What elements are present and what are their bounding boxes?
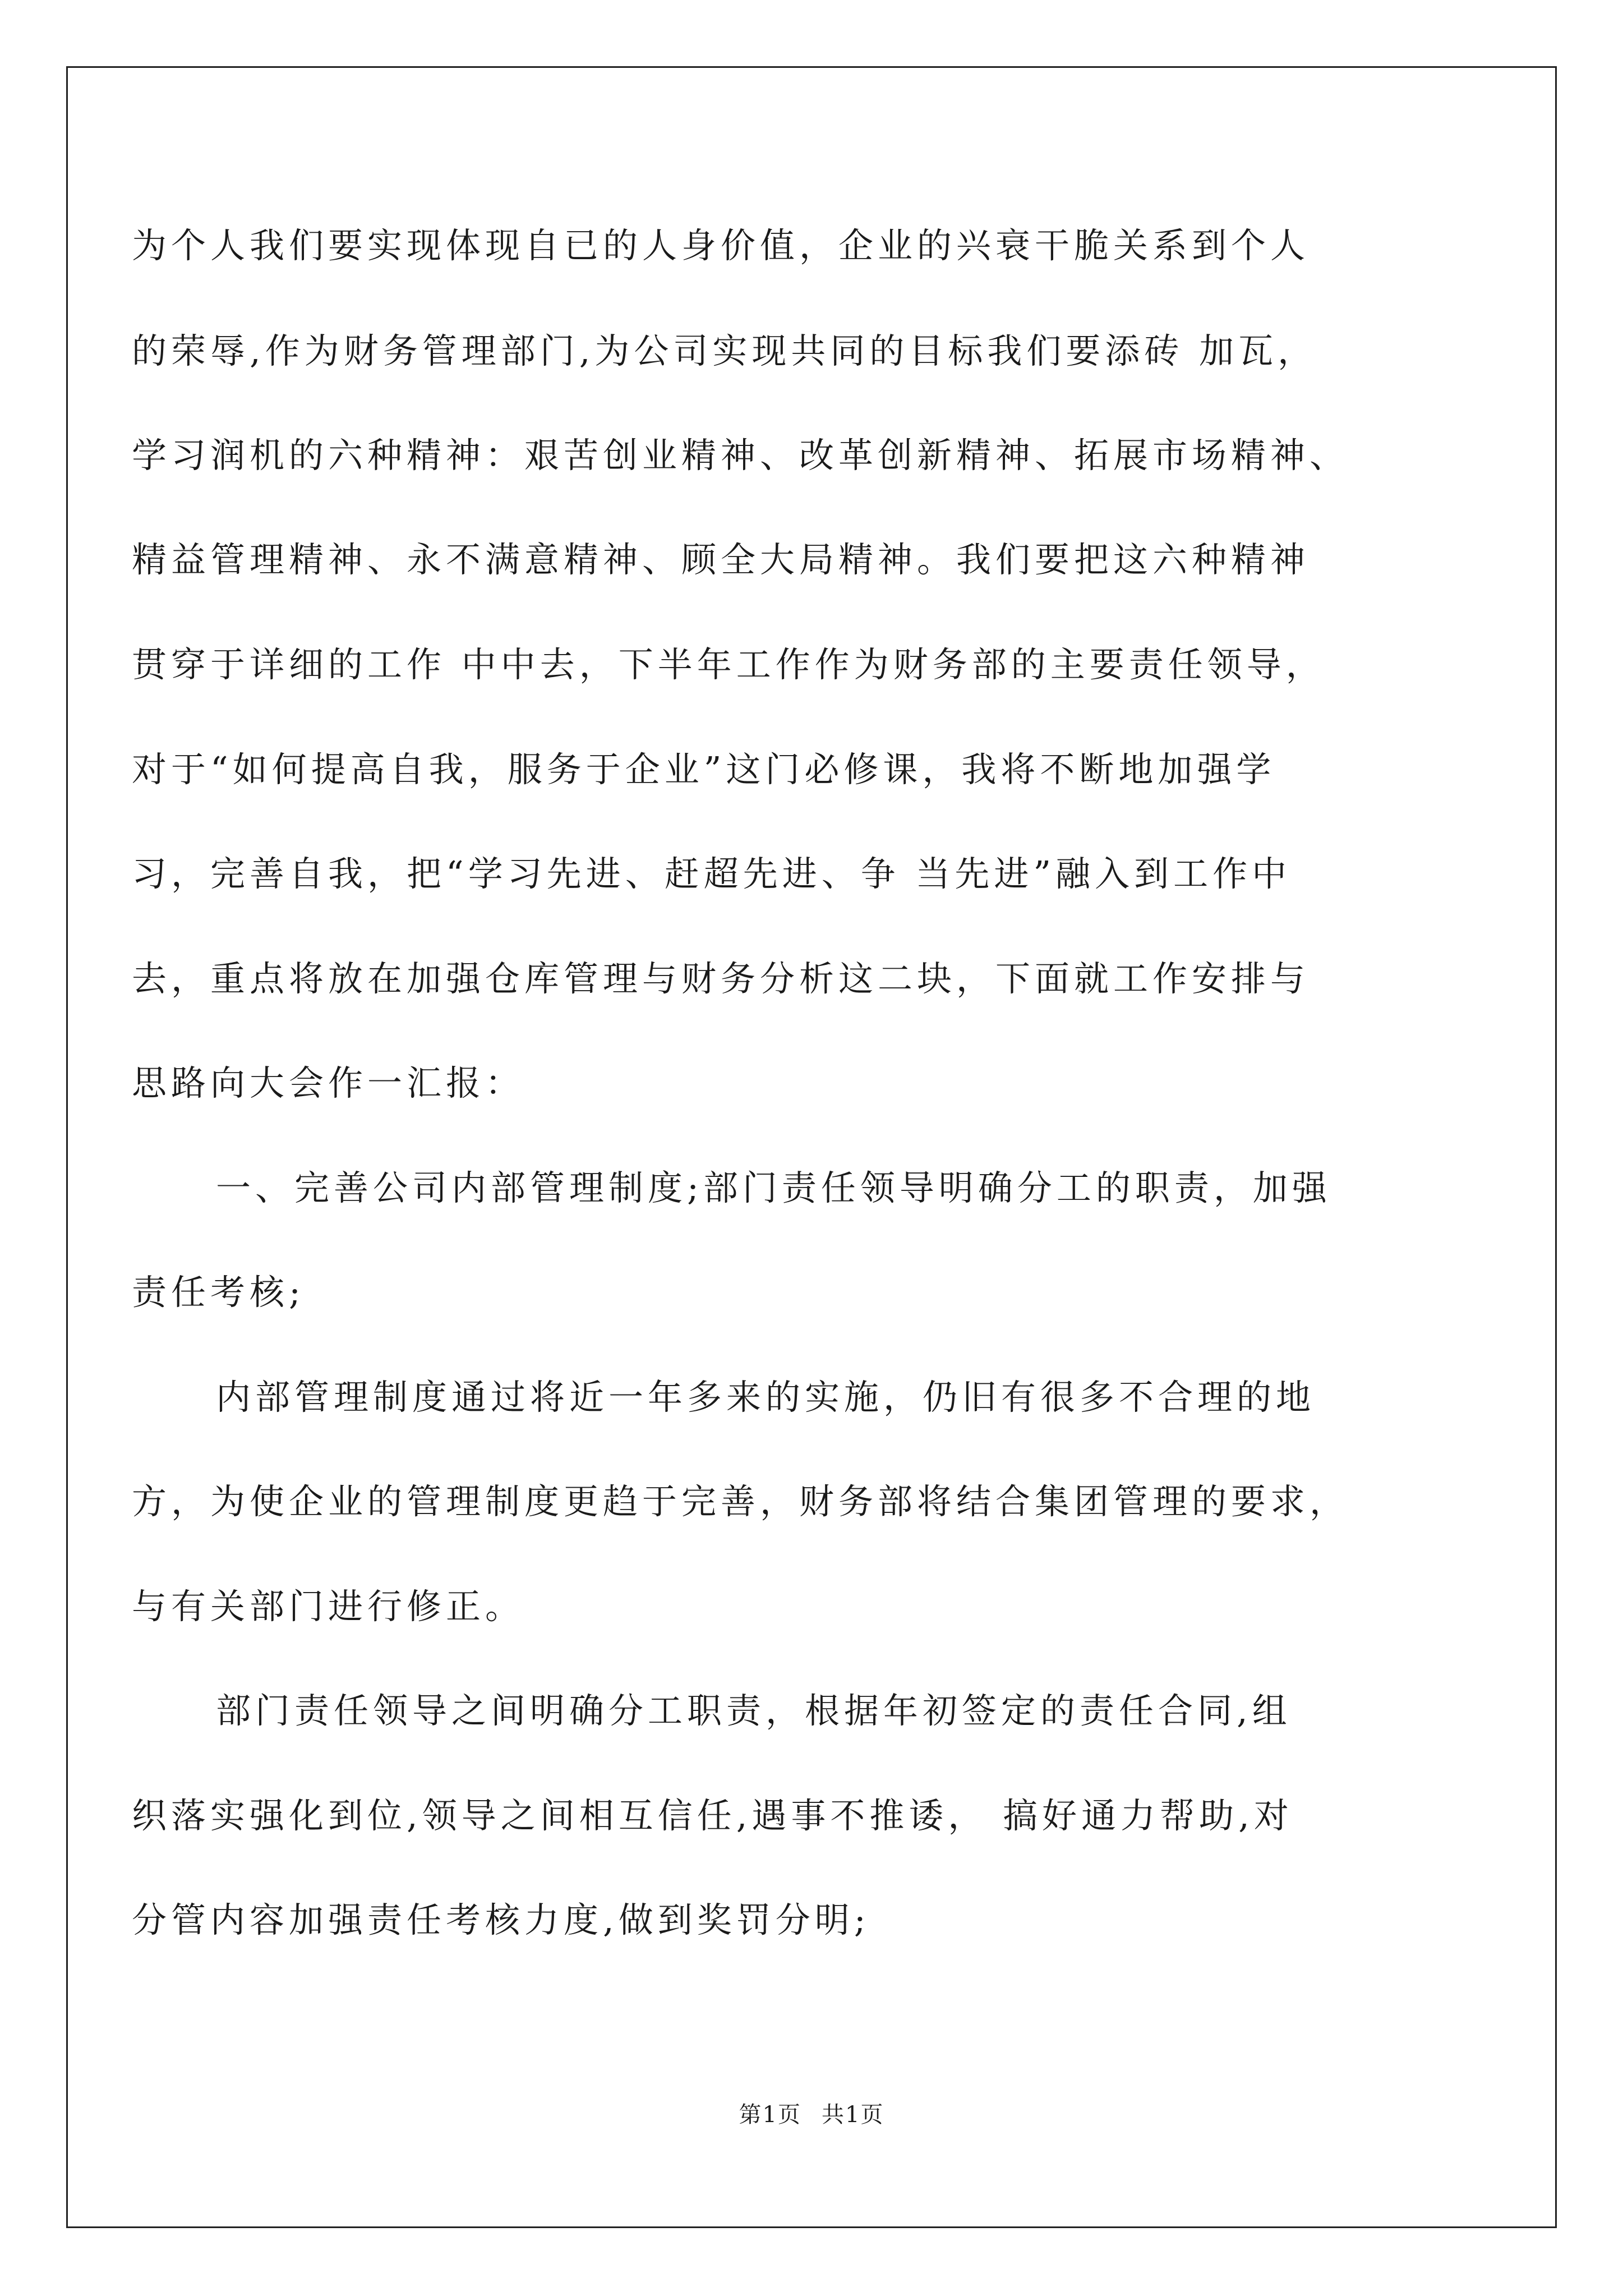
text-line: 去，重点将放在加强仓库管理与财务分析这二块，下面就工作安排与 bbox=[132, 958, 1310, 999]
text-line: 学习润机的六种精神：艰苦创业精神、改革创新精神、拓展市场精神、 bbox=[132, 435, 1349, 476]
text-line: 与有关部门进行修正。 bbox=[132, 1586, 525, 1627]
section-heading-cont: 责任考核; bbox=[132, 1272, 305, 1313]
text-line: 习，完善自我，把“学习先进、赶超先进、争 当先进”融入到工作中 bbox=[132, 853, 1292, 894]
text-line: 为个人我们要实现体现自已的人身价值，企业的兴衰干脆关系到个人 bbox=[132, 225, 1310, 266]
text-line: 部门责任领导之间明确分工职责，根据年初签定的责任合同,组 bbox=[216, 1690, 1292, 1731]
text-line: 分管内容加强责任考核力度,做到奖罚分明; bbox=[132, 1899, 870, 1940]
text-line: 贯穿于详细的工作 中中去，下半年工作作为财务部的主要责任领导， bbox=[132, 644, 1325, 685]
text-line: 的荣辱,作为财务管理部门,为公司实现共同的目标我们要添砖 加瓦， bbox=[132, 330, 1317, 371]
total-pages: 共1页 bbox=[822, 2102, 884, 2128]
text-line: 内部管理制度通过将近一年多来的实施，仍旧有很多不合理的地 bbox=[216, 1377, 1316, 1418]
text-line: 方，为使企业的管理制度更趋于完善，财务部将结合集团管理的要求， bbox=[132, 1481, 1349, 1522]
page-footer bbox=[0, 2101, 1623, 2129]
text-line: 思路向大会作一汇报： bbox=[132, 1062, 525, 1103]
text-line: 对于“如何提高自我，服务于企业”这门必修课，我将不断地加强学 bbox=[132, 749, 1276, 790]
section-heading: 一、完善公司内部管理制度;部门责任领导明确分工的职责，加强 bbox=[216, 1167, 1331, 1208]
text-line: 精益管理精神、永不满意精神、顾全大局精神。我们要把这六种精神 bbox=[132, 539, 1310, 580]
page-number: 第1页 bbox=[739, 2102, 801, 2128]
text-line: 织落实强化到位,领导之间相互信任,遇事不推诿， 搞好通力帮助,对 bbox=[132, 1795, 1293, 1836]
